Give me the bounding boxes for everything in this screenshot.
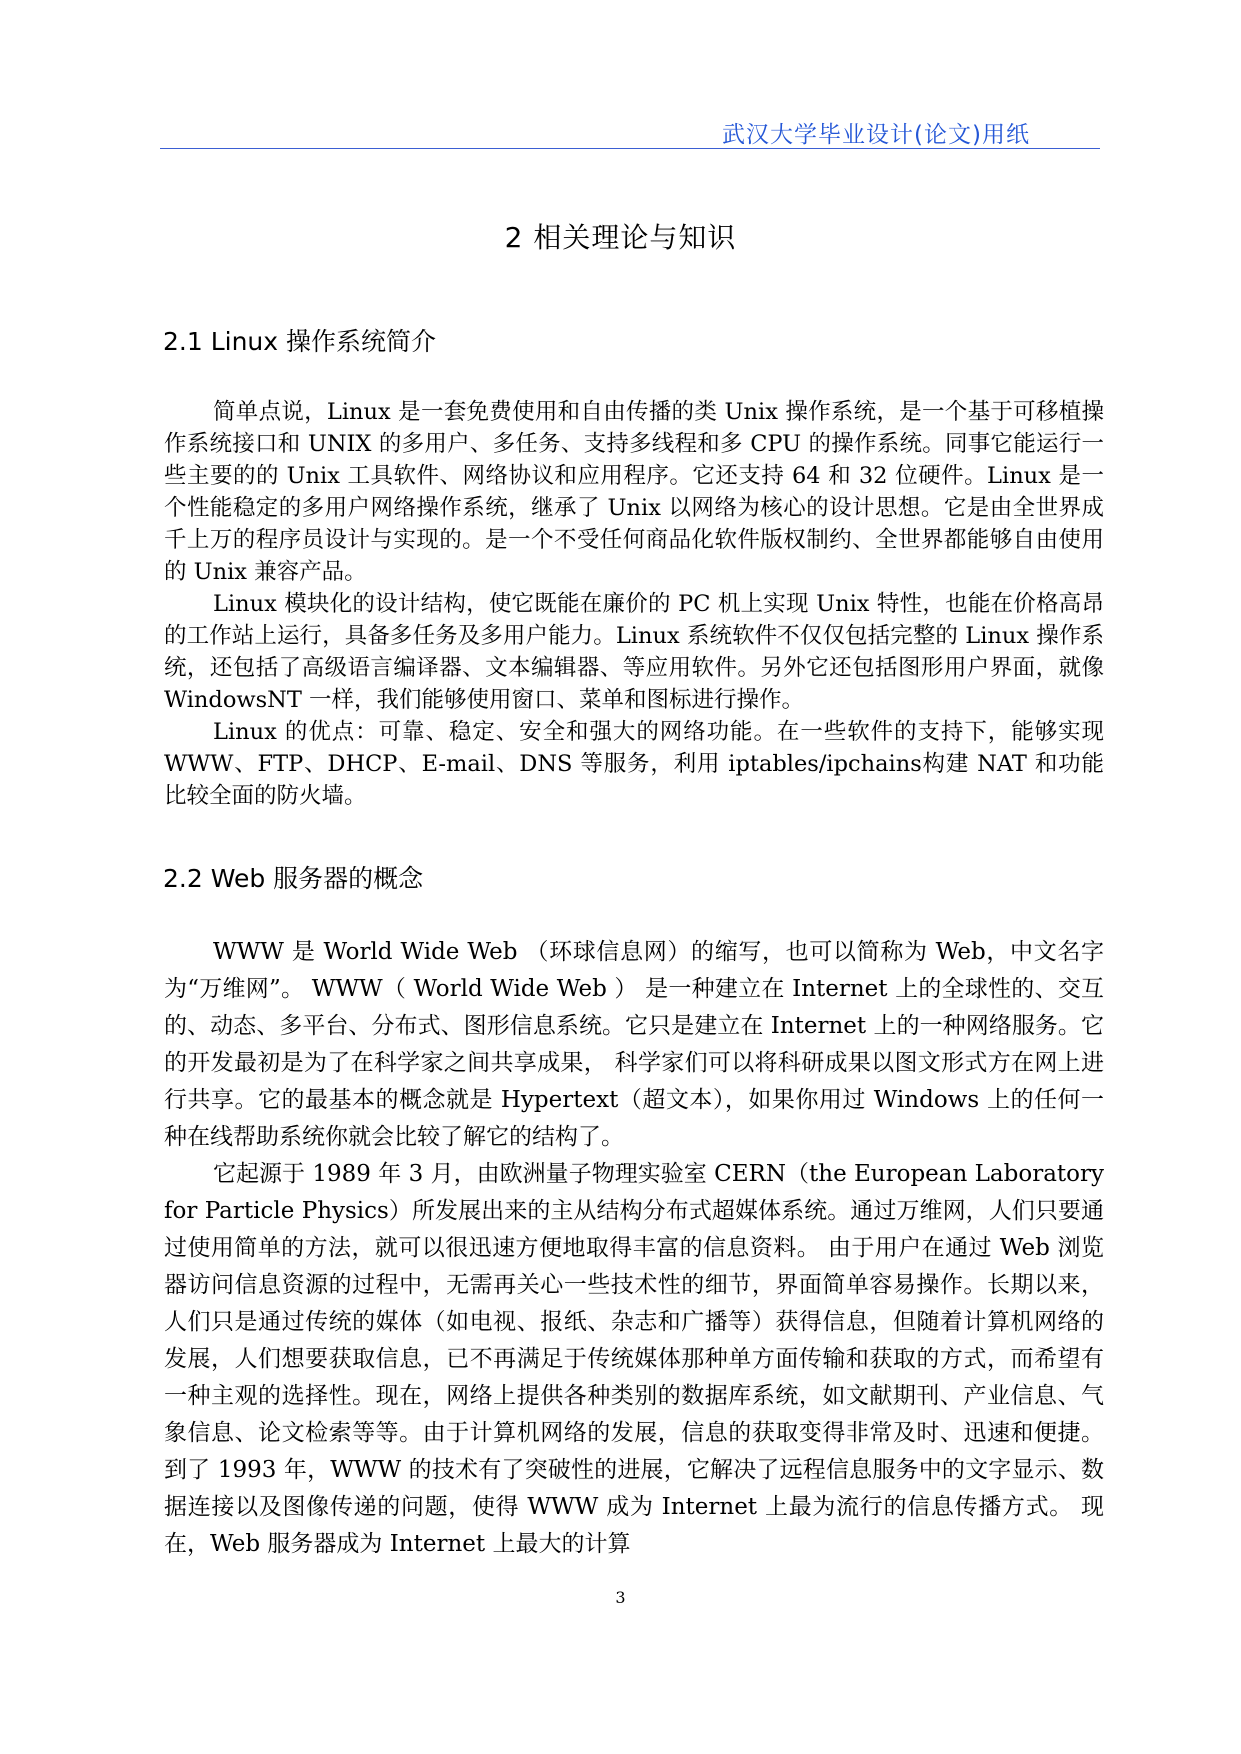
paragraph: Linux 的优点：可靠、稳定、安全和强大的网络功能。在一些软件的支持下，能够实现 WWW、FTP、DHCP、E-mail、DNS 等服务，利用 iptables/ipchains构建 NAT 和功能比较全面的防火墙。 xyxy=(164,719,1104,809)
section-2-1-body xyxy=(164,396,1104,812)
running-header-text: 武汉大学毕业设计(论文)用纸 xyxy=(722,122,1030,148)
section-title-2-2: 2.2 Web 服务器的概念 xyxy=(163,864,424,893)
paragraph: 它起源于 1989 年 3 月，由欧洲量子物理实验室 CERN（the European Laboratory for Particle Physics）所发展出来的主从结构分布式超媒体系统。通过万维网，人们只要通过使用简单的方法，就可以很迅速方便地取得丰富的信息资料。 由于用户在通过 Web 浏览器访问信息资源的过程中，无需再关心一些技术性的细节，界面简单容易操作。长期以来，人们只是通过传统的媒体（如电视、报纸、杂志和广播等）获得信息，但随着计算机网络的发展，人们想要获取信息，已不再满足于传统媒体那种单方面传输和获取的方式，而希望有一种主观的选择性。现在，网络上提供各种类别的数据库系统，如文献期刊、产业信息、气象信息、论文检索等等。由于计算机网络的发展，信息的获取变得非常及时、迅速和便捷。 到了 1993 年，WWW 的技术有了突破性的进展，它解决了远程信息服务中的文字显示、数据连接以及图像传递的问题，使得 WWW 成为 Internet 上最为流行的信息传播方式。 现在，Web 服务器成为 Internet 上最大的计算 xyxy=(164,1161,1104,1557)
paragraph: 简单点说，Linux 是一套免费使用和自由传播的类 Unix 操作系统，是一个基于可移植操作系统接口和 UNIX 的多用户、多任务、支持多线程和多 CPU 的操作系统。同事它能运行一些主要的的 Unix 工具软件、网络协议和应用程序。它还支持 64 和 32 位硬件。Linux 是一个性能稳定的多用户网络操作系统，继承了 Unix 以网络为核心的设计思想。它是由全世界成千上万的程序员设计与实现的。是一个不受任何商品化软件版权制约、全世界都能够自由使用的 Unix 兼容产品。 xyxy=(164,399,1104,585)
paragraph: Linux 模块化的设计结构，使它既能在廉价的 PC 机上实现 Unix 特性，也能在价格高昂的工作站上运行，具备多任务及多用户能力。Linux 系统软件不仅仅包括完整的 Linux 操作系统，还包括了高级语言编译器、文本编辑器、等应用软件。另外它还包括图形用户界面，就像 WindowsNT 一样，我们能够使用窗口、菜单和图标进行操作。 xyxy=(164,591,1104,713)
section-2-2-body xyxy=(164,934,1104,1563)
section-title-2-1: 2.1 Linux 操作系统简介 xyxy=(163,327,437,356)
chapter-title: 2 相关理论与知识 xyxy=(504,221,737,254)
paragraph: WWW 是 World Wide Web （环球信息网）的缩写，也可以简称为 Web，中文名字为“万维网”。 WWW（ World Wide Web ） 是一种建立在 Internet 上的全球性的、交互的、动态、多平台、分布式、图形信息系统。它只是建立在 Internet 上的一种网络服务。它的开发最初是为了在科学家之间共享成果， 科学家们可以将科研成果以图文形式方在网上进行共享。它的最基本的概念就是 Hypertext（超文本），如果你用过 Windows 上的任何一种在线帮助系统你就会比较了解它的结构了。 xyxy=(164,939,1104,1150)
page-number: 3 xyxy=(615,1588,626,1607)
running-header xyxy=(160,114,1100,149)
